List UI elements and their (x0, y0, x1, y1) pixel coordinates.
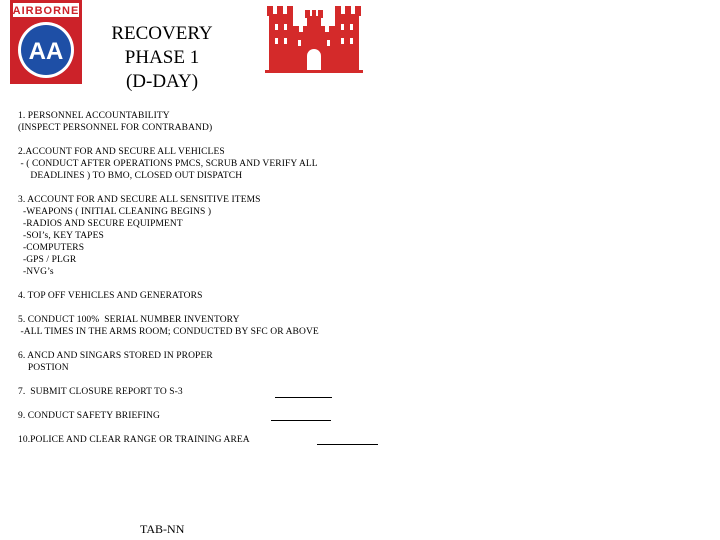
item-10-line-1: 10.POLICE AND CLEAR RANGE OR TRAINING AREA (18, 435, 250, 445)
item-3-line-3: -RADIOS AND SECURE EQUIPMENT (18, 219, 183, 229)
item-4-line-1: 4. TOP OFF VEHICLES AND GENERATORS (18, 291, 203, 301)
item-7-signature-line (275, 397, 332, 398)
item-3-line-7: -NVG’s (18, 267, 54, 277)
item-6-line-1: 6. ANCD AND SINGARS STORED IN PROPER (18, 351, 213, 361)
item-9-signature-line (271, 420, 331, 421)
item-2-line-3: DEADLINES ) TO BMO, CLOSED OUT DISPATCH (18, 171, 243, 181)
title-line-3: (D-DAY) (125, 71, 199, 92)
title-line-2: PHASE 1 (124, 47, 200, 68)
item-5-line-1: 5. CONDUCT 100% SERIAL NUMBER INVENTORY (18, 315, 240, 325)
item-3-line-6: -GPS / PLGR (18, 255, 77, 265)
footer-tab-label: TAB-NN (140, 522, 185, 536)
item-3-line-2: -WEAPONS ( INITIAL CLEANING BEGINS ) (18, 207, 212, 217)
item-2-line-1: 2.ACCOUNT FOR AND SECURE ALL VEHICLES (18, 147, 225, 157)
item-9-line-1: 9. CONDUCT SAFETY BRIEFING (18, 411, 160, 421)
item-6-line-2: POSTION (18, 363, 69, 373)
insignia-letters: AA (28, 38, 64, 65)
item-3-line-5: -COMPUTERS (18, 243, 85, 253)
title-line-1: RECOVERY (111, 23, 213, 44)
item-3-line-1: 3. ACCOUNT FOR AND SECURE ALL SENSITIVE ITEMS (18, 195, 261, 205)
item-3-line-4: -SOI’s, KEY TAPES (18, 231, 104, 241)
insignia-tab-text: AIRBORNE (12, 5, 80, 17)
item-7-line-1: 7. SUBMIT CLOSURE REPORT TO S-3 (18, 387, 183, 397)
item-10-signature-line (317, 444, 378, 445)
item-5-line-2: -ALL TIMES IN THE ARMS ROOM; CONDUCTED BY SFC OR ABOVE (18, 327, 319, 337)
page-title (92, 22, 232, 94)
item-1-line-1: 1. PERSONNEL ACCOUNTABILITY (18, 111, 170, 121)
item-2-line-2: - ( CONDUCT AFTER OPERATIONS PMCS, SCRUB AND VERIFY ALL (18, 159, 318, 169)
airborne-insignia-icon (10, 0, 82, 84)
item-1-line-2: (INSPECT PERSONNEL FOR CONTRABAND) (18, 123, 213, 133)
engineer-castle-icon (265, 2, 363, 74)
